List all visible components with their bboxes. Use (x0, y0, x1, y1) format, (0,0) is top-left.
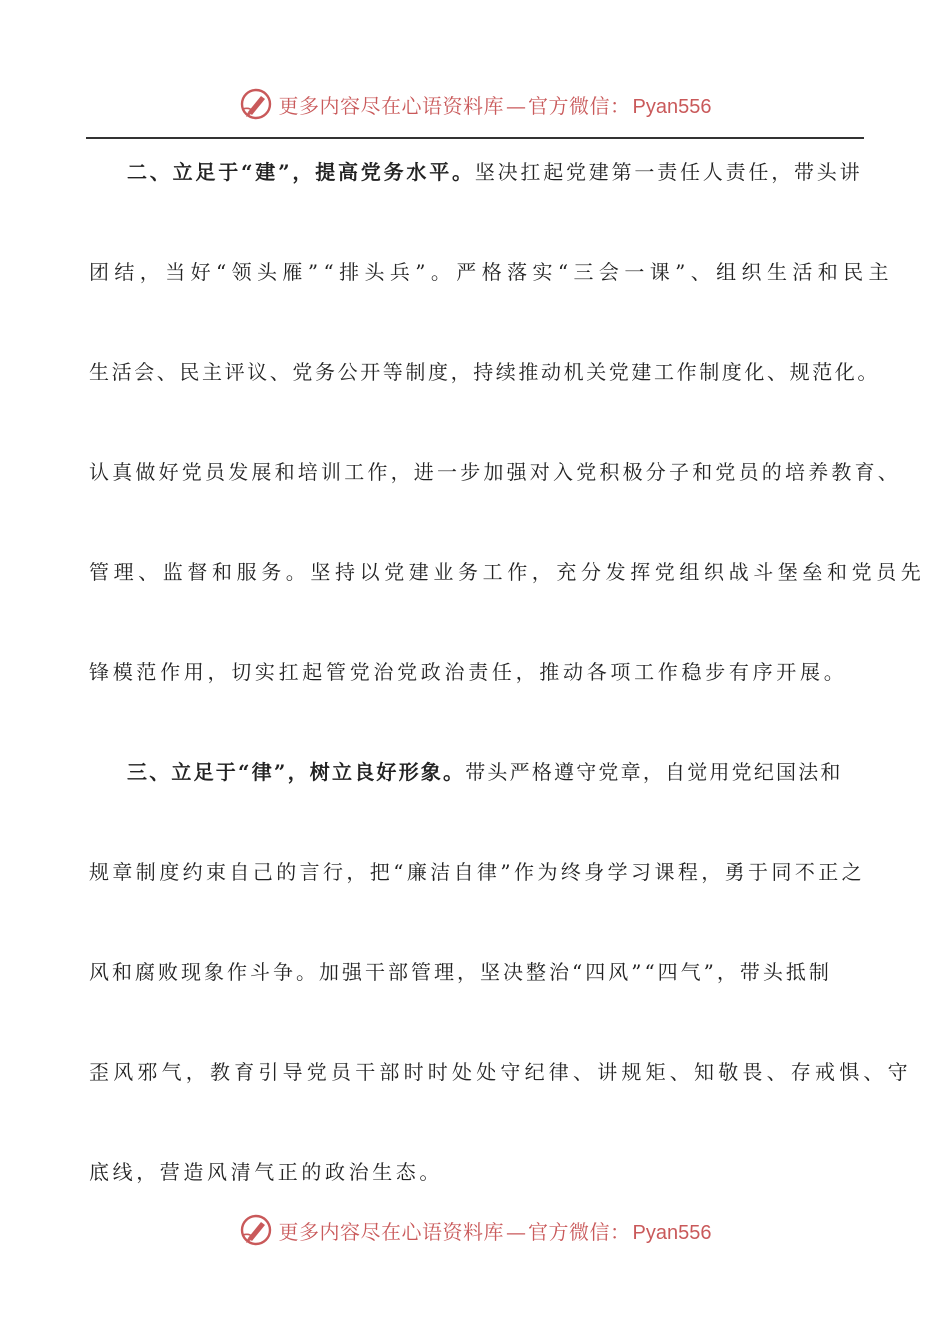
paragraph-line: 规章制度约束自己的言行，把“廉洁自律”作为终身学习课程，勇于同不正之 (89, 860, 866, 884)
banner-dash: — (506, 93, 527, 118)
paragraph-line: 歪风邪气，教育引导党员干部时时处处守纪律、讲规矩、知敬畏、存戒惧、守 (89, 1060, 912, 1084)
banner-dash: — (506, 1219, 527, 1244)
header-divider (86, 137, 864, 139)
paragraph-line: 生活会、民主评议、党务公开等制度，持续推动机关党建工作制度化、规范化。 (89, 360, 880, 384)
wechat-label: 官方微信： (528, 1219, 631, 1244)
banner-text: 更多内容尽在心语资料库 (278, 93, 505, 118)
pen-logo-icon (239, 1213, 273, 1247)
wechat-label: 官方微信： (528, 93, 631, 118)
section-heading: 三、立足于“律”，树立良好形象。 (127, 760, 466, 784)
footer-banner (0, 1208, 950, 1252)
paragraph-text: 坚决扛起党建第一责任人责任，带头讲 (474, 160, 863, 184)
paragraph-line: 锋模范作用，切实扛起管党治党政治责任，推动各项工作稳步有序开展。 (89, 660, 848, 684)
pen-logo-icon (239, 87, 273, 121)
paragraph-line: 底线，营造风清气正的政治生态。 (89, 1160, 443, 1184)
banner-text: 更多内容尽在心语资料库 (278, 1219, 505, 1244)
paragraph-line: 团结，当好“领头雁”“排头兵”。严格落实“三会一课”、组织生活和民主 (89, 260, 894, 284)
paragraph-text: 带头严格遵守党章，自觉用党纪国法和 (465, 760, 843, 784)
paragraph-line (89, 147, 879, 247)
wechat-id: Pyan556 (632, 95, 712, 118)
paragraph-line: 风和腐败现象作斗争。加强干部管理，坚决整治“四风”“四气”，带头抵制 (89, 960, 832, 984)
wechat-id: Pyan556 (632, 1221, 712, 1244)
paragraph-line: 认真做好党员发展和培训工作，进一步加强对入党积极分子和党员的培养教育、 (89, 460, 901, 484)
section-heading: 二、立足于“建”，提高党务水平。 (127, 160, 475, 184)
document-body (89, 147, 926, 1247)
header-banner (0, 82, 950, 126)
paragraph-line (89, 747, 879, 847)
paragraph-line: 管理、监督和服务。坚持以党建业务工作，充分发挥党组织战斗堡垒和党员先 (89, 560, 926, 584)
